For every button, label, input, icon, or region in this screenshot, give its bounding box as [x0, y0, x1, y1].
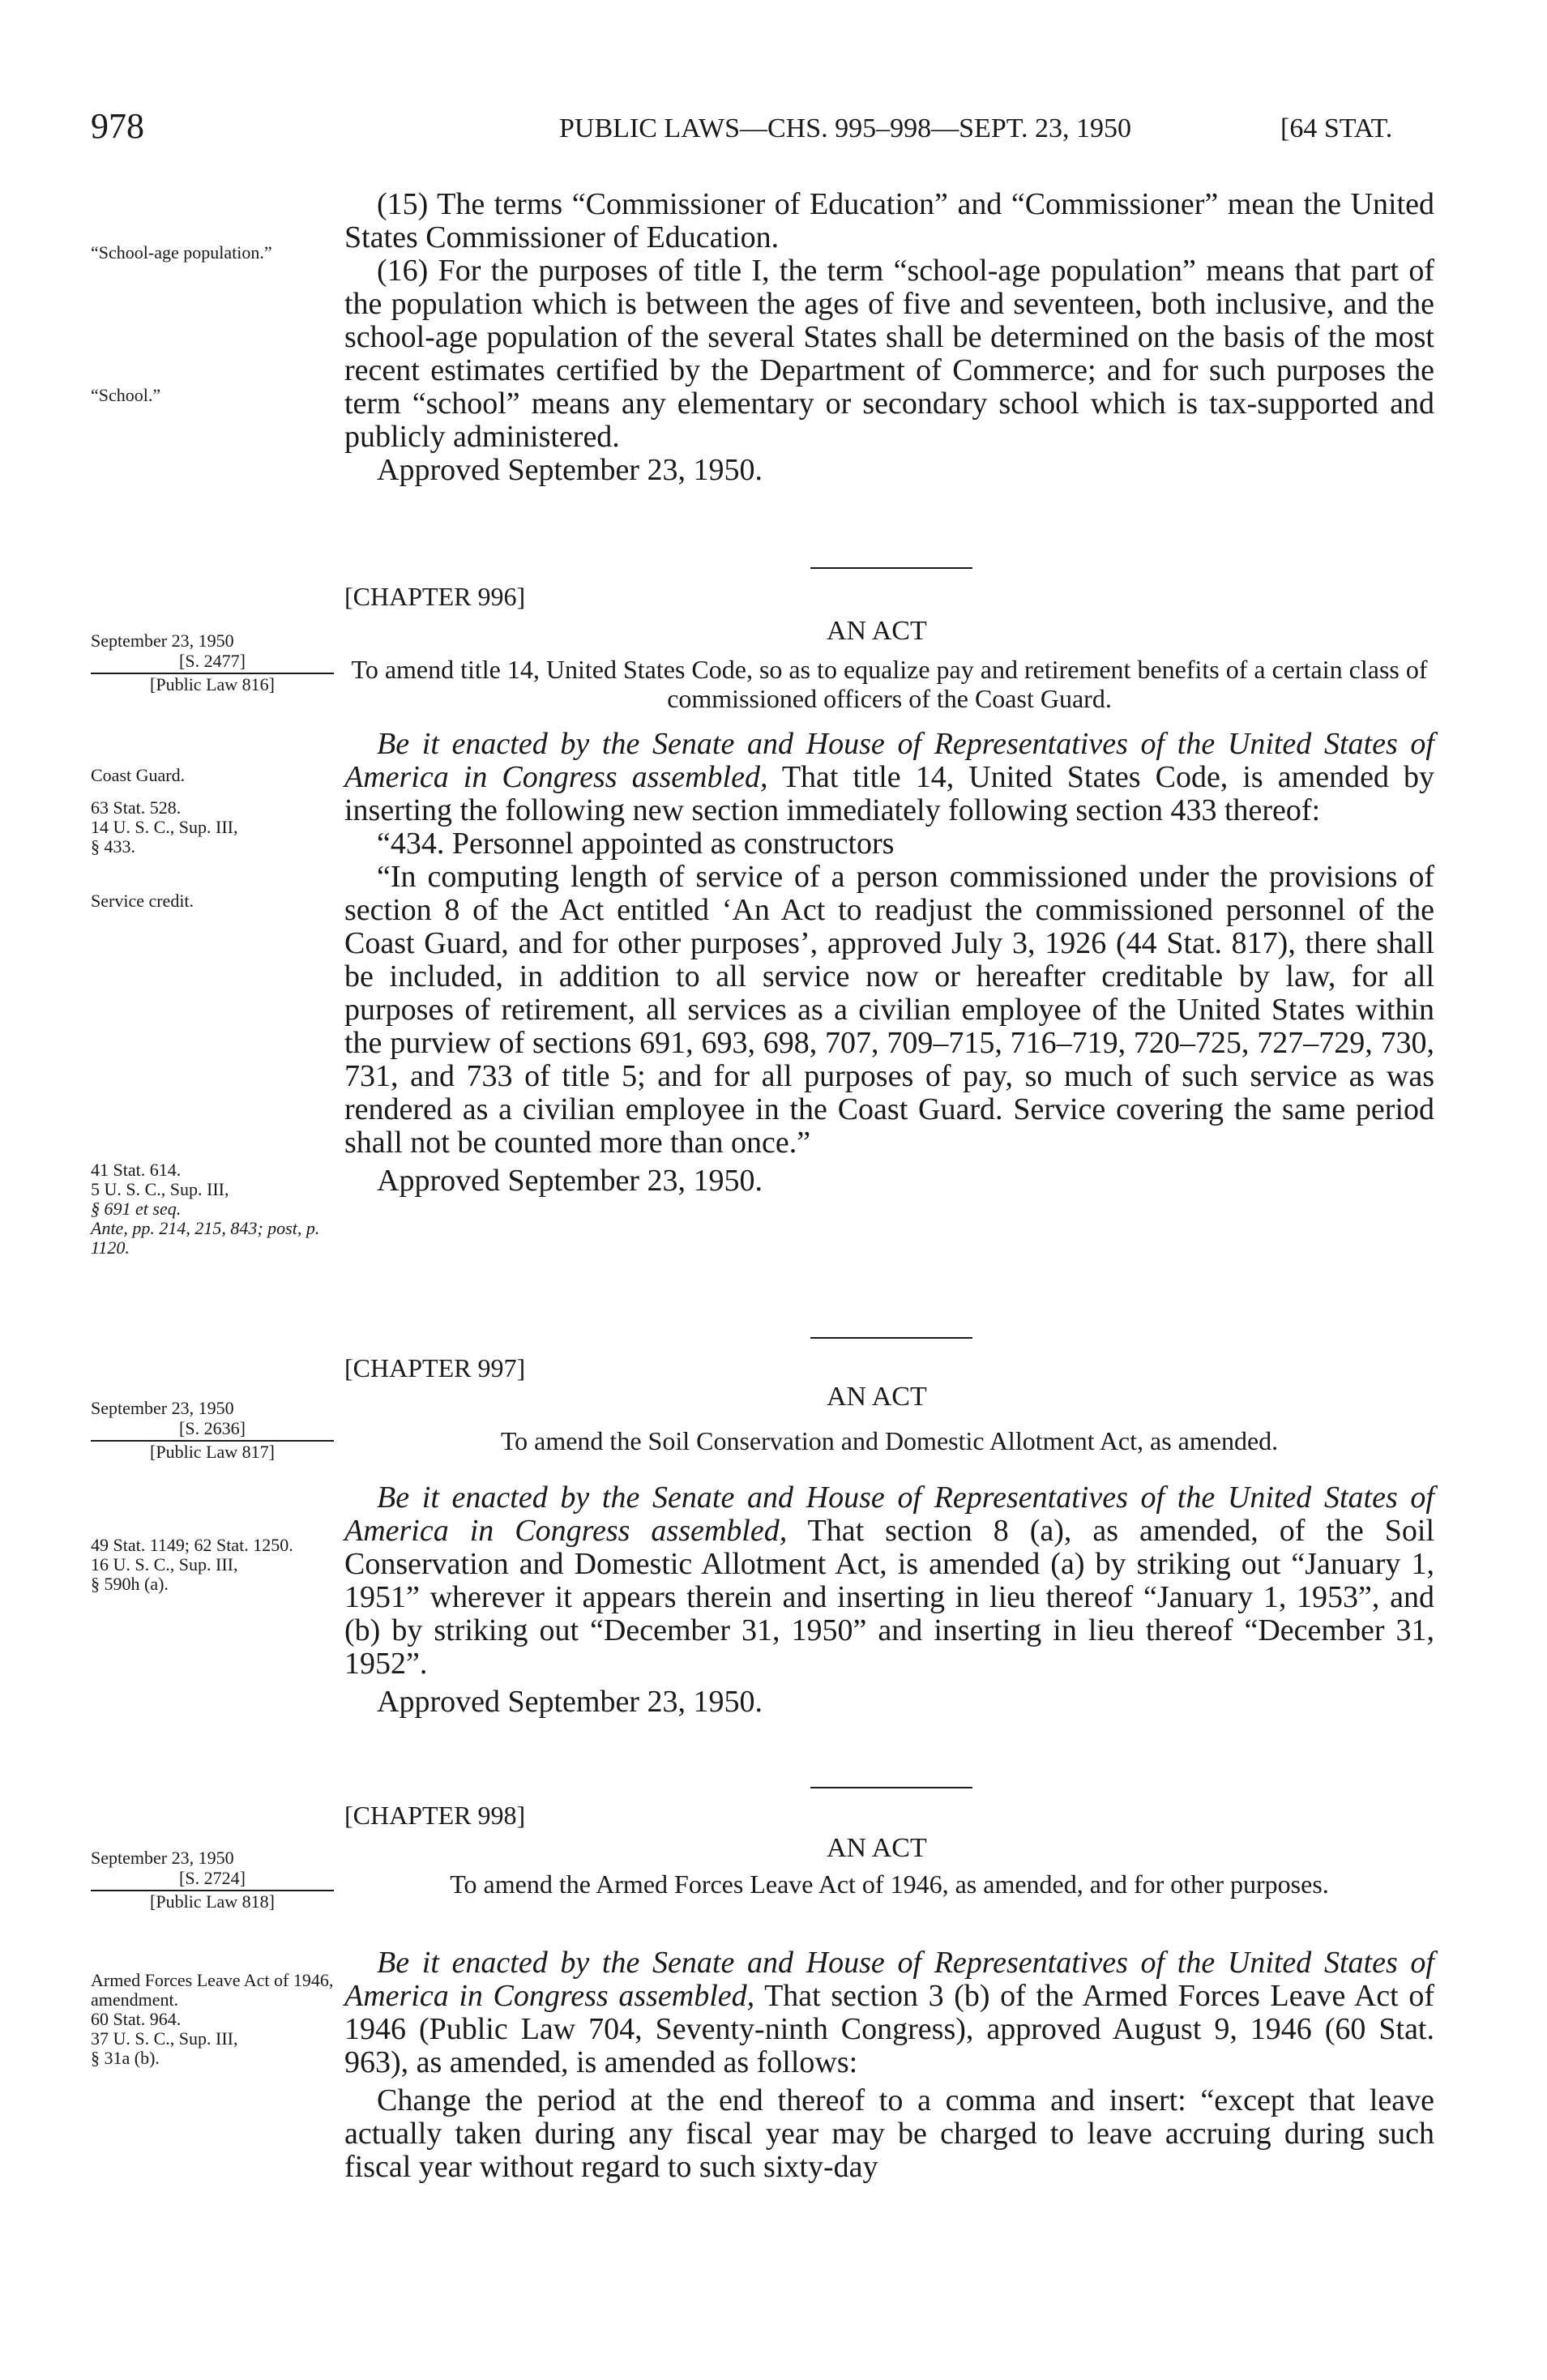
enacting-clause [344, 728, 1434, 827]
enactment-date: September 23, 1950 [91, 1848, 234, 1868]
an-act-heading: AN ACT [827, 1833, 927, 1863]
enacting-formula: Be it enacted by the Senate and House of Representatives of the United States of America in Congress assembled, [344, 1481, 1434, 1548]
amendment-text: Change the period at the end thereof to a comma and insert: “except that leave actually taken during any fiscal year may be charged to leave accruing during such fiscal year without regard to such sixty-day [344, 2083, 1434, 2184]
margin-citation: 60 Stat. 964. [91, 2009, 182, 2029]
enacting-text: That section 3 (b) of the Armed Forces Leave Act of 1946 (Public Law 704, Seventy-ninth Congress), approved August 9, 1946 (60 Stat. 963), as amended, is amended as follows: [344, 1979, 1434, 2079]
act-purpose: To amend title 14, United States Code, so as to equalize pay and retirement benefits of a certain class of commissioned officers of the Coast Guard. [351, 655, 1428, 713]
section-divider [810, 1337, 972, 1339]
enacting-text: That section 8 (a), as amended, of the Soil Conservation and Domestic Allotment Act, is amended (a) by striking out “January 1, 1951” wherever it appears therein and inserting in lieu thereof “January 1, 1953”, and (b) by striking out “December 31, 1950” and inserting in lieu thereof “December 31, 1952”. [344, 1514, 1435, 1681]
margin-citation: 49 Stat. 1149; 62 Stat. 1250. [91, 1535, 293, 1555]
section-heading: “434. Personnel appointed as constructors [377, 827, 895, 861]
margin-citation: 5 U. S. C., Sup. III, [91, 1179, 229, 1199]
running-title: PUBLIC LAWS—CHS. 995–998—SEPT. 23, 1950 [559, 113, 1131, 143]
enacting-clause [344, 1481, 1434, 1681]
act-purpose: To amend the Soil Conservation and Domestic Allotment Act, as amended. [500, 1426, 1279, 1455]
margin-citation: § 691 et seq. [91, 1199, 182, 1219]
margin-citation: 37 U. S. C., Sup. III, [91, 2028, 238, 2049]
chapter-995-continuation [344, 188, 1434, 487]
section-body: “In computing length of service of a person commissioned under the provisions of section 8 of the Act entitled ‘An Act to readjust the commissioned personnel of the Coast Guard, and for other purposes’, approved July 3, 1926 (44 Stat. 817), there shall be included, in addition to all service now or hereafter creditable by law, for all purposes of retirement, all services as a civilian employee of the United States within the purview of sections 691, 693, 698, 707, 709–715, 716–719, 720–725, 727–729, 730, 731, and 733 of title 5; and for all purposes of pay, so much of such service as was rendered as a civilian employee in the Coast Guard. Service covering the same period shall not be counted more than once.” [344, 860, 1434, 1160]
senate-bill-number: [S. 2636] [179, 1418, 246, 1438]
act-purpose: To amend the Armed Forces Leave Act of 1946, as amended, and for other purposes. [450, 1869, 1329, 1899]
margin-citation: 16 U. S. C., Sup. III, [91, 1554, 238, 1575]
enactment-date: September 23, 1950 [91, 630, 234, 651]
margin-note-service-credit: Service credit. [91, 891, 194, 911]
margin-citation: 14 U. S. C., Sup. III, [91, 817, 238, 837]
public-law-number: [Public Law 816] [91, 673, 334, 694]
approved-line: Approved September 23, 1950. [377, 453, 763, 487]
page-number: 978 [91, 106, 144, 146]
enacting-formula: Be it enacted by the Senate and House of Representatives of the United States of America in Congress assembled, [344, 1946, 1434, 2013]
margin-citation: 63 Stat. 528. [91, 797, 182, 818]
enactment-date: September 23, 1950 [91, 1398, 234, 1418]
chapter-997-heading: [CHAPTER 997] [344, 1353, 526, 1382]
enacting-clause [344, 1946, 1434, 2079]
chapter-997-body [344, 1481, 1434, 1719]
definition-paragraph-15: (15) The terms “Commissioner of Education” and “Commissioner” mean the United States Commissioner of Education. [344, 187, 1434, 254]
chapter-998-date-block [91, 1848, 334, 1929]
definition-paragraph-16: (16) For the purposes of title I, the term “school-age population” means that part of the population which is between the ages of five and seventeen, both inclusive, and the school-age population of the several States shall be determined on the basis of the most recent estimates certified by the Department of Commerce; and for such purposes the term “school” means any elementary or secondary school which is tax-supported and publicly administered. [344, 254, 1434, 454]
chapter-997-date-block [91, 1398, 334, 1480]
an-act-heading: AN ACT [827, 1382, 927, 1412]
margin-citations-2 [91, 1160, 334, 1258]
section-divider [810, 567, 972, 569]
chapter-996-date-block [91, 630, 334, 712]
enacting-formula: Be it enacted by the Senate and House of Representatives of the United States of America in Congress assembled, [344, 727, 1434, 794]
volume-reference: [64 STAT. [1280, 113, 1393, 143]
approved-line: Approved September 23, 1950. [377, 1685, 763, 1719]
margin-note-coast-guard: Coast Guard. [91, 765, 186, 785]
public-law-number: [Public Law 817] [91, 1440, 334, 1462]
margin-citation: § 31a (b). [91, 2048, 160, 2068]
margin-note-school: “School.” [91, 385, 161, 405]
chapter-996-heading: [CHAPTER 996] [344, 582, 526, 611]
margin-citations-1 [91, 798, 334, 857]
chapter-998-body [344, 1946, 1434, 2184]
chapter-998-heading: [CHAPTER 998] [344, 1801, 526, 1830]
margin-note-armed-forces [91, 1971, 334, 2068]
margin-citation: § 590h (a). [91, 1574, 169, 1594]
approved-line: Approved September 23, 1950. [377, 1164, 763, 1198]
an-act-heading: AN ACT [827, 616, 927, 646]
chapter-996-body [344, 728, 1434, 1198]
margin-note-school-age: “School-age population.” [91, 242, 272, 263]
margin-note-title: Armed Forces Leave Act of 1946, amendment. [91, 1970, 334, 2010]
senate-bill-number: [S. 2724] [179, 1868, 246, 1888]
margin-citation: § 433. [91, 836, 135, 857]
senate-bill-number: [S. 2477] [179, 651, 246, 671]
public-law-number: [Public Law 818] [91, 1890, 334, 1912]
margin-citation: Ante, pp. 214, 215, 843; post, p. 1120. [91, 1218, 320, 1258]
margin-citations-3 [91, 1536, 334, 1594]
section-divider [810, 1787, 972, 1788]
margin-citation: 41 Stat. 614. [91, 1160, 182, 1180]
enacting-text: That title 14, United States Code, is amended by inserting the following new section immediately following section 433 thereof: [344, 760, 1435, 827]
